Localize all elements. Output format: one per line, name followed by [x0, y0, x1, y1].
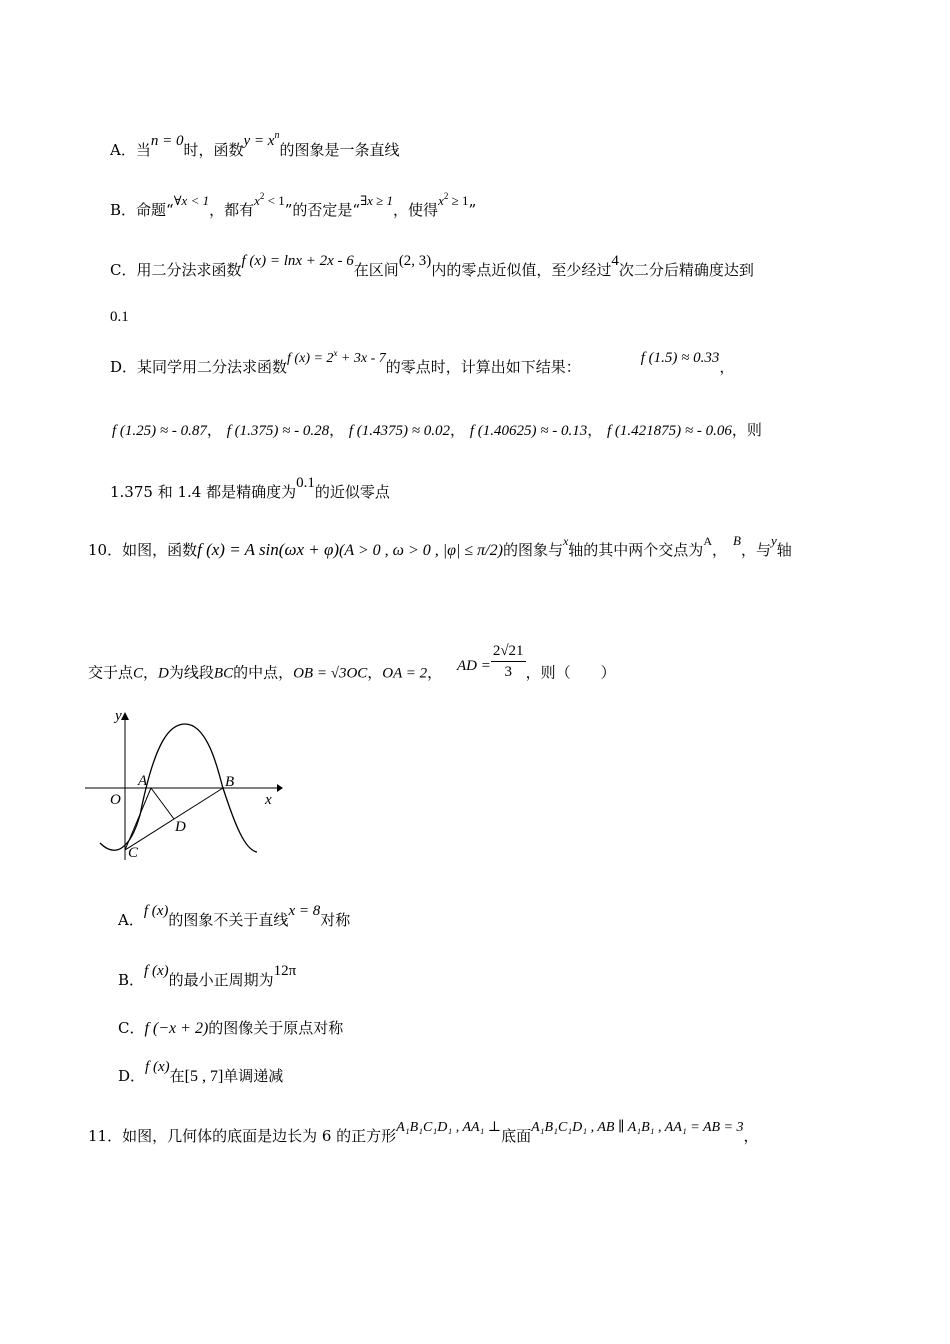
math: ≥ 1 — [448, 193, 469, 208]
label-o: O — [110, 792, 121, 808]
math: f (x) — [143, 903, 169, 919]
computed-value: f (1.4375) ≈ 0.02 — [348, 423, 451, 439]
text: 底面 — [501, 1127, 532, 1145]
computed-value: f (1.25) ≈ - 0.87 — [112, 423, 207, 439]
text: 在区间 — [353, 261, 399, 279]
math: 12π — [273, 963, 297, 979]
text: 次二分后精确度达到 — [618, 261, 754, 279]
q10-option-d — [118, 1059, 284, 1087]
computed-value: f (1.421875) ≈ - 0.06 — [607, 423, 732, 439]
option-a — [110, 130, 400, 163]
math: ∃x ≥ 1 — [360, 193, 394, 208]
math: f (−x + 2) — [144, 1020, 209, 1037]
text: ， — [427, 663, 443, 682]
text: ， — [143, 663, 159, 682]
math: 4 — [611, 253, 619, 269]
question-number: 10． — [88, 541, 123, 559]
q10-option-a — [118, 903, 351, 931]
option-d — [110, 348, 735, 379]
text: 交于点 — [88, 663, 134, 682]
question-10-line-2 — [88, 643, 616, 694]
text: 如图，几何体的底面是边长为 6 的正方形 — [122, 1127, 397, 1145]
segment-ad — [151, 788, 174, 819]
math: f (x) — [144, 963, 169, 979]
option-label: A． — [118, 911, 144, 929]
text: ，则（ ） — [525, 663, 616, 682]
exponent: x — [333, 348, 338, 358]
math: 0.1 — [296, 475, 315, 491]
label-x: x — [265, 792, 272, 808]
option-c — [110, 253, 754, 281]
text: 某同学用二分法求函数 — [137, 358, 288, 376]
math: x — [254, 193, 260, 208]
option-label: C． — [118, 1019, 145, 1037]
text: 如图，函数 — [122, 541, 198, 559]
text: ，与 — [740, 541, 771, 559]
option-b — [110, 191, 477, 222]
exponent: 2 — [443, 191, 449, 201]
math: OB = √3OC — [293, 665, 368, 682]
text: 的图象不关于直线 — [168, 911, 289, 929]
text: 命题“ — [136, 201, 174, 219]
label-d: D — [175, 819, 186, 835]
text: ， — [367, 663, 383, 682]
text: ， — [719, 358, 735, 376]
math: OA = 2 — [382, 665, 428, 682]
text: 的近似零点 — [314, 483, 390, 501]
exponent: n — [274, 130, 280, 141]
separator: ， — [450, 421, 466, 439]
text: 1.375 和 1.4 都是精确度为 — [110, 483, 297, 501]
math: f (x) = lnx + 2x - 6 — [241, 253, 354, 269]
math: ∀x < 1 — [173, 193, 210, 208]
math: y — [770, 533, 777, 548]
option-d-conclusion — [110, 475, 390, 503]
text: 内的零点近似值，至少经过 — [431, 261, 612, 279]
math: + 3x - 7 — [337, 351, 386, 366]
text: ，都有 — [209, 201, 255, 219]
text: ，使得 — [393, 201, 439, 219]
math: AD = — [456, 657, 491, 674]
x-axis-arrow-icon — [277, 784, 283, 792]
text: 的最小正周期为 — [168, 971, 274, 989]
option-label: D． — [110, 358, 138, 376]
exponent: 2 — [259, 191, 265, 201]
q10-option-c — [118, 1018, 343, 1039]
math: f (x) — [145, 1059, 170, 1075]
option-label: B． — [110, 201, 137, 219]
segment-ac — [125, 788, 151, 850]
math: n = 0 — [150, 133, 184, 149]
math: [5 , 7] — [184, 1068, 224, 1085]
text: 为线段 — [168, 663, 214, 682]
label-a: A — [138, 773, 148, 789]
text: ，则 — [731, 421, 762, 439]
separator: ， — [329, 421, 345, 439]
text: 在 — [169, 1067, 185, 1085]
option-label: A． — [110, 141, 136, 159]
option-c-continuation: 0.1 — [110, 309, 129, 325]
math: x — [438, 193, 444, 208]
text: 的图像关于原点对称 — [208, 1019, 344, 1037]
computed-value: f (1.40625) ≈ - 0.13 — [469, 423, 588, 439]
option-label: D． — [118, 1067, 146, 1085]
math: A₁B₁C₁D₁ , AB ∥ A₁B₁ , AA₁ = AB = 3 — [531, 1120, 744, 1135]
option-label: C． — [110, 261, 137, 279]
label-b: B — [225, 774, 235, 790]
math: B — [733, 533, 741, 548]
math: x = 8 — [288, 903, 321, 919]
text: 的中点， — [233, 663, 294, 682]
text: 对称 — [320, 911, 351, 929]
y-axis-arrow-icon — [121, 712, 129, 720]
math: x — [562, 534, 569, 548]
text: 轴的其中两个交点为 — [568, 541, 704, 559]
math: D — [158, 665, 169, 682]
text: ”的否定是“ — [284, 201, 361, 219]
math: f (x) = 2 — [287, 351, 334, 366]
label-y: y — [115, 708, 122, 724]
fraction-denominator: 3 — [504, 664, 512, 680]
math: f (x) = A sin(ωx + φ) — [197, 540, 340, 559]
math: (2, 3) — [398, 253, 432, 269]
option-d-values — [112, 420, 762, 441]
text: 的零点时，计算出如下结果： — [385, 358, 581, 376]
text: ， — [743, 1127, 759, 1145]
separator: ， — [587, 421, 603, 439]
fraction-numerator: 2√21 — [491, 641, 526, 662]
sine-graph-figure — [85, 700, 285, 860]
text: 时，函数 — [183, 141, 244, 159]
math: A₁B₁C₁D₁ , AA₁ ⊥ — [396, 1120, 502, 1135]
fraction — [491, 641, 526, 682]
separator: ， — [711, 541, 727, 559]
text: 用二分法求函数 — [136, 261, 242, 279]
text: 轴 — [776, 541, 792, 559]
question-11-line-1 — [88, 1120, 759, 1148]
math: < 1 — [264, 193, 285, 208]
math: y = x — [243, 133, 275, 149]
question-number: 11． — [88, 1127, 123, 1145]
math: A — [703, 534, 712, 548]
math: (A > 0 , ω > 0 , |φ| ≤ π/2) — [339, 542, 503, 559]
text: 的图象是一条直线 — [279, 141, 400, 159]
separator: ， — [206, 421, 222, 439]
computed-value: f (1.375) ≈ - 0.28 — [226, 423, 330, 439]
text: 的图象与 — [502, 541, 563, 559]
math: C — [133, 665, 144, 682]
option-label: B． — [118, 971, 145, 989]
q10-option-b — [118, 963, 297, 991]
text: 单调递减 — [223, 1067, 284, 1085]
math: BC — [213, 665, 234, 682]
question-10-line-1 — [88, 533, 792, 561]
math: f (1.5) ≈ 0.33 — [640, 350, 720, 366]
label-c: C — [128, 845, 139, 860]
text: ” — [468, 201, 477, 219]
text: 当 — [135, 141, 151, 159]
